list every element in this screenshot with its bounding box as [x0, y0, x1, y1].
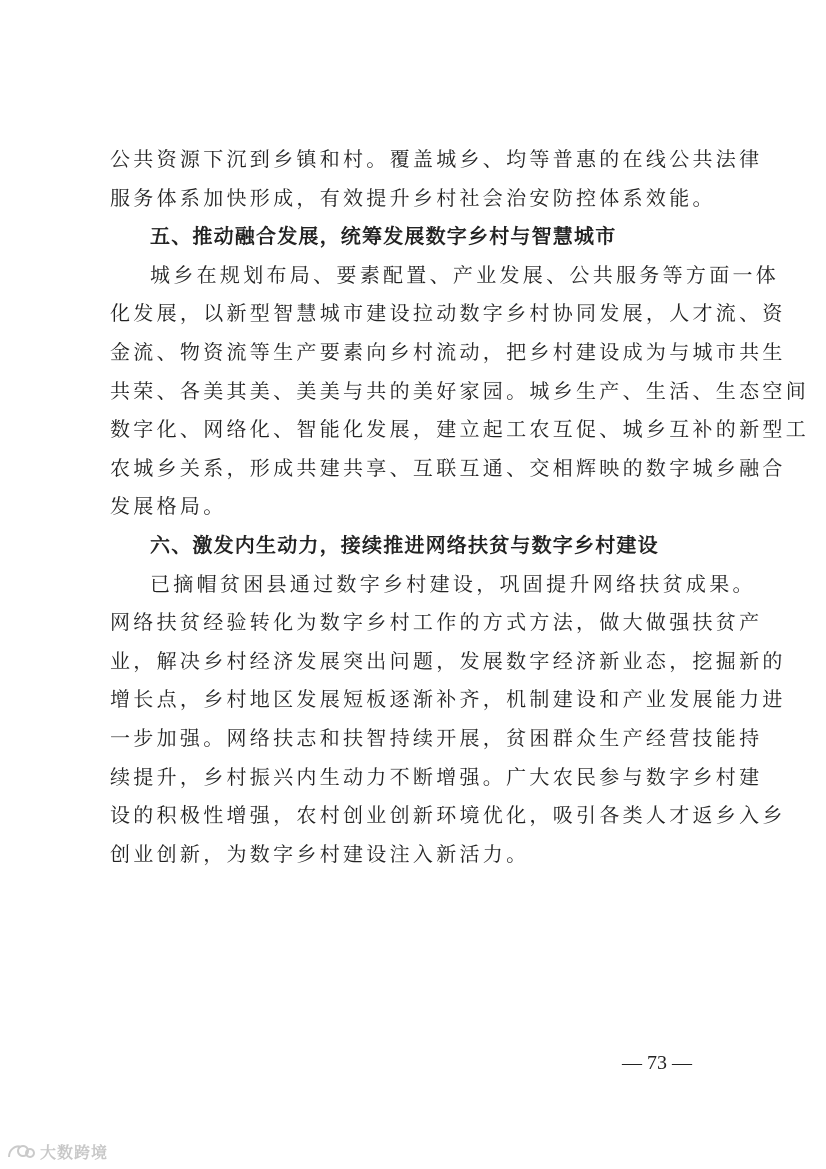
watermark — [6, 1140, 108, 1163]
document-body — [110, 140, 809, 873]
page-number: — 73 — — [622, 1052, 692, 1074]
paragraph-line: 续提升，乡村振兴内生动力不断增强。广大农民参与数字乡村建 — [110, 764, 763, 789]
paragraph-line: 创业创新，为数字乡村建设注入新活力。 — [110, 841, 530, 866]
paragraph-line: 一步加强。网络扶志和扶智持续开展，贫困群众生产经营技能持 — [110, 725, 763, 750]
paragraph-line: 已摘帽贫困县通过数字乡村建设，巩固提升网络扶贫成果。 — [150, 571, 756, 596]
paragraph-line: 业，解决乡村经济发展突出问题，发展数字经济新业态，挖掘新的 — [110, 648, 786, 673]
paragraph-line: 发展格局。 — [110, 494, 227, 519]
paragraph-line: 城乡在规划布局、要素配置、产业发展、公共服务等方面一体 — [150, 262, 780, 287]
paragraph-line: 化发展，以新型智慧城市建设拉动数字乡村协同发展，人才流、资 — [110, 301, 786, 326]
watermark-text: 大数跨境 — [40, 1143, 109, 1162]
paragraph-line: 服务体系加快形成，有效提升乡村社会治安防控体系效能。 — [110, 185, 716, 210]
paragraph-line: 共荣、各美其美、美美与共的美好家园。城乡生产、生活、生态空间 — [110, 378, 809, 403]
brand-logo-icon — [6, 1141, 36, 1163]
paragraph-line: 增长点，乡村地区发展短板逐渐补齐，机制建设和产业发展能力进 — [110, 687, 786, 712]
paragraph-line: 金流、物资流等生产要素向乡村流动，把乡村建设成为与城市共生 — [110, 339, 786, 364]
paragraph-line: 数字化、网络化、智能化发展，建立起工农互促、城乡互补的新型工 — [110, 417, 809, 442]
paragraph-line: 农城乡关系，形成共建共享、互联互通、交相辉映的数字城乡融合 — [110, 455, 786, 480]
paragraph-line: 公共资源下沉到乡镇和村。覆盖城乡、均等普惠的在线公共法律 — [110, 147, 763, 171]
paragraph-line: 设的积极性增强，农村创业创新环境优化，吸引各类人才返乡入乡 — [110, 803, 786, 828]
paragraph-line: 网络扶贫经验转化为数字乡村工作的方式方法，做大做强扶贫产 — [110, 610, 763, 635]
section-heading: 五、推动融合发展，统筹发展数字乡村与智慧城市 — [150, 224, 617, 249]
section-heading: 六、激发内生动力，接续推进网络扶贫与数字乡村建设 — [150, 532, 659, 557]
